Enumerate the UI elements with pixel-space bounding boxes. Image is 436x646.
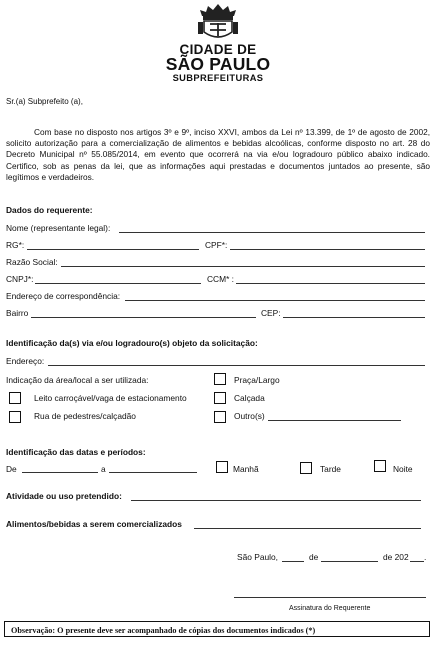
place-month-field[interactable] — [321, 561, 378, 562]
afternoon-label: Tarde — [320, 464, 341, 474]
checkbox-rua-pedestres[interactable] — [9, 411, 21, 423]
date-from-label: De — [6, 464, 17, 474]
logo-title-city: CIDADE DE — [179, 42, 257, 57]
observation-box — [4, 621, 430, 637]
cpf-field[interactable] — [230, 249, 425, 250]
cnpj-label: CNPJ*: — [6, 274, 34, 284]
ccm-field[interactable] — [236, 283, 425, 284]
checkbox-calcada[interactable] — [214, 392, 226, 404]
dates-heading: Identificação das datas e períodos: — [6, 447, 146, 457]
coat-of-arms-icon — [196, 2, 240, 42]
place-de1-label: de — [309, 552, 319, 562]
rg-field[interactable] — [27, 249, 199, 250]
location-heading: Identificação da(s) via e/ou logradouro(s) objeto da solicitação: — [6, 338, 258, 348]
checkbox-morning[interactable] — [216, 461, 228, 473]
district-field[interactable] — [31, 317, 256, 318]
place-end-dot: . — [424, 552, 427, 562]
place-year-field[interactable] — [410, 561, 424, 562]
company-name-field[interactable] — [61, 266, 425, 267]
cnpj-field[interactable] — [35, 283, 201, 284]
district-label: Bairro — [6, 308, 29, 318]
cep-field[interactable] — [283, 317, 425, 318]
place-city-label: São Paulo, — [237, 552, 278, 562]
observation-text: Observação: O presente deve ser acompanhado de cópias dos documentos indicados (*) — [11, 626, 316, 635]
date-to-field[interactable] — [109, 472, 197, 473]
name-field[interactable] — [119, 232, 425, 233]
checkbox-night[interactable] — [374, 460, 386, 472]
signature-field[interactable] — [234, 597, 426, 598]
option-outros-label: Outro(s) — [234, 411, 265, 421]
products-label: Alimentos/bebidas a serem comercializados — [6, 519, 182, 529]
signature-label: Assinatura do Requerente — [289, 605, 371, 612]
option-rua-label: Rua de pedestres/calçadão — [34, 411, 136, 421]
cep-label: CEP: — [261, 308, 281, 318]
location-address-label: Endereço: — [6, 356, 45, 366]
date-from-field[interactable] — [22, 472, 98, 473]
checkbox-outros[interactable] — [214, 411, 226, 423]
checkbox-leito[interactable] — [9, 392, 21, 404]
name-label: Nome (representante legal): — [6, 223, 111, 233]
outros-field[interactable] — [268, 420, 401, 421]
ccm-label: CCM* : — [207, 274, 234, 284]
requester-heading: Dados do requerente: — [6, 205, 93, 215]
location-address-field[interactable] — [48, 365, 425, 366]
mailing-address-label: Endereço de correspondência: — [6, 291, 121, 301]
checkbox-afternoon[interactable] — [300, 462, 312, 474]
salutation: Sr.(a) Subprefeito (a), — [6, 97, 83, 106]
night-label: Noite — [393, 464, 413, 474]
rg-label: RG*: — [6, 240, 25, 250]
option-leito-label: Leito carroçável/vaga de estacionamento — [34, 393, 187, 403]
place-day-field[interactable] — [282, 561, 304, 562]
option-calcada-label: Calçada — [234, 393, 265, 403]
logo-subtitle-subprefeituras: SUBPREFEITURAS — [172, 73, 264, 83]
cpf-label: CPF*: — [205, 240, 228, 250]
activity-field[interactable] — [131, 500, 421, 501]
intro-paragraph: Com base no disposto nos artigos 3º e 9º, inciso XXVI, ambos da Lei nº 13.399, de 1º de agosto de 2002, solicito autorização para a comercialização de alimentos e bebidas alcoólicas, conforme disposto no art. 28 do Decreto Municipal nº 55.085/2014, em evento que ocorrerá na via e/ou logradouro público abaixo indicado. Certifico, sob as penas da lei, que as informações aqui prestadas e documentos juntados ao presente, são legítimos e verdadeiros. — [6, 127, 430, 182]
checkbox-praca[interactable] — [214, 373, 226, 385]
mailing-address-field[interactable] — [125, 300, 425, 301]
morning-label: Manhã — [233, 464, 259, 474]
products-field[interactable] — [194, 528, 421, 529]
date-to-label: a — [101, 464, 106, 474]
activity-label: Atividade ou uso pretendido: — [6, 491, 122, 501]
company-name-label: Razão Social: — [6, 257, 58, 267]
area-label: Indicação da área/local a ser utilizada: — [6, 375, 149, 385]
place-de2-label: de 202 — [383, 552, 409, 562]
option-praca-label: Praça/Largo — [234, 375, 280, 385]
logo-title-sao-paulo: SÃO PAULO — [165, 54, 271, 74]
